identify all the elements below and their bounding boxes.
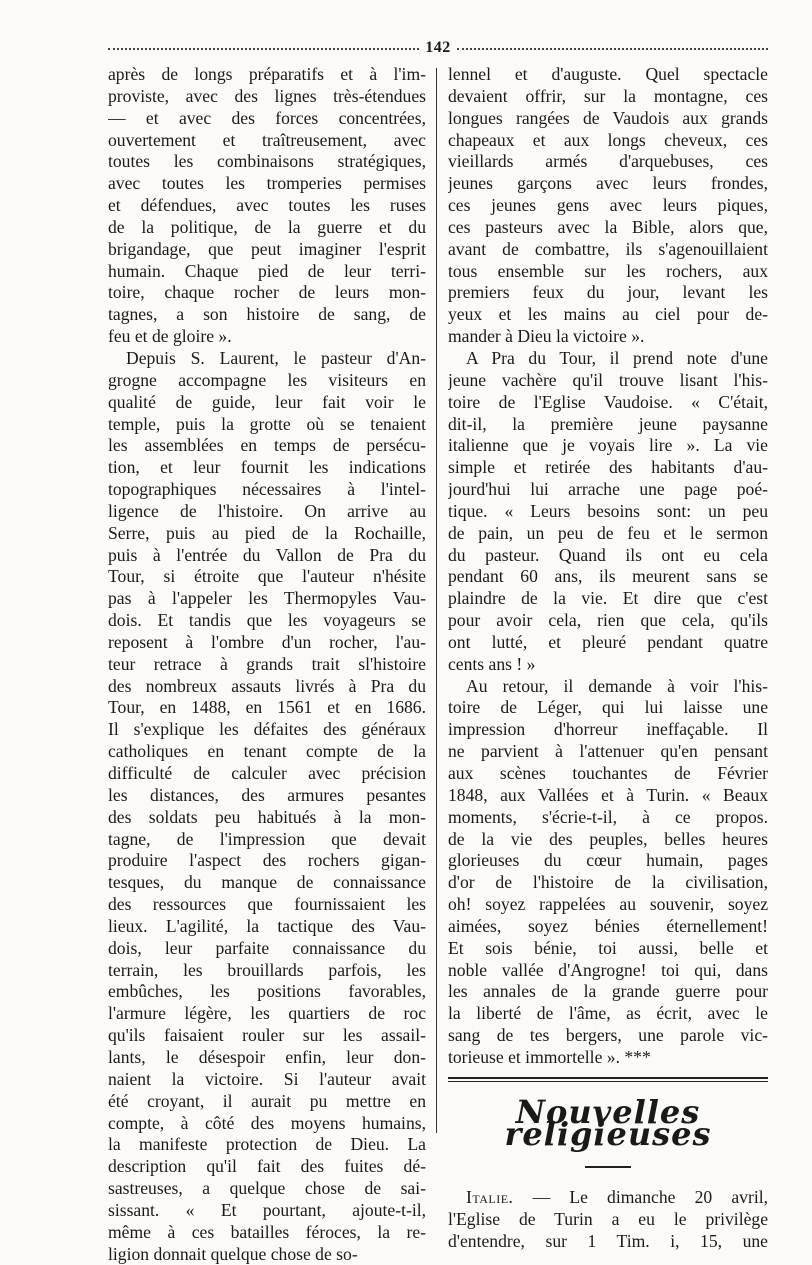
- text-line: puis à l'entrée du Vallon de Pra du: [108, 544, 426, 565]
- text-line: 1848, aux Vallées et à Turin. « Beaux: [448, 784, 768, 805]
- text-line: d'or de l'histoire de la civilisation,: [448, 872, 768, 893]
- right-column: [448, 64, 768, 1253]
- text-line: sang de tes bergers, une parole vic-: [448, 1025, 768, 1046]
- text-line: Tour, si étroite que l'auteur n'hésite: [108, 566, 426, 587]
- text-line: tous ensemble sur les rochers, aux: [448, 260, 768, 281]
- text-line: jeune vachère qu'il trouve lisant l'his-: [448, 369, 768, 390]
- text-line: ouvertement et traîtreusement, avec: [108, 129, 426, 150]
- text-line: difficulté de calculer avec précision: [108, 763, 426, 783]
- text-line: ligion donnait quelque chose de so-: [108, 1243, 358, 1264]
- section-line-2: d'entendre, sur 1 Tim. i, 15, une: [448, 1231, 768, 1252]
- text-line: proviste, avec des lignes très-étendues: [108, 85, 426, 106]
- text-line: Tour, en 1488, en 1561 et en 1686.: [108, 697, 426, 718]
- section-first-line: [448, 1187, 768, 1209]
- text-line: simple et retirée des habitants d'au-: [448, 457, 768, 478]
- text-line: tagne, de l'impression que devait: [108, 828, 426, 849]
- text-line: tique. « Leurs besoins sont: un peu: [448, 500, 768, 521]
- text-line: aux scènes touchantes de Février: [448, 763, 768, 783]
- section-line-0: — Le dimanche 20 avril,: [532, 1187, 768, 1208]
- text-line: toire de l'Eglise Vaudoise. « C'était,: [448, 391, 768, 412]
- text-line: italienne que je voyais lire ». La vie: [448, 435, 768, 456]
- text-line: la liberté de l'âme, as écrit, avec le: [448, 1003, 768, 1024]
- text-line: reposent à l'ombre d'un rocher, l'au-: [108, 631, 426, 652]
- page-header: [108, 36, 768, 60]
- text-line: des nombreux assauts livrés à Pra du: [108, 675, 426, 696]
- page-number: 142: [425, 39, 451, 56]
- text-line: de pain, un peu de feu et le sermon: [448, 522, 768, 543]
- text-line: pas à l'appeler les Thermopyles Vau-: [108, 588, 426, 609]
- text-line: qu'ils faisaient rouler sur les assail-: [108, 1025, 426, 1046]
- section-lead: Italie.: [466, 1187, 514, 1208]
- text-line: toire de Léger, qui lui laisse une: [448, 697, 768, 718]
- text-line: feu et de gloire ».: [108, 326, 232, 347]
- text-line: terrain, les brouillards parfois, les: [108, 959, 426, 980]
- text-line: du pasteur. Quand ils ont eu cela: [448, 544, 768, 565]
- section-title: Nouvelles religieuses: [504, 1092, 712, 1153]
- text-line: longues rangées de Vaudois aux grands: [448, 107, 768, 128]
- text-line: sissant. « Et pourtant, ajoute-t-il,: [108, 1199, 426, 1220]
- text-line: ces jeunes gens avec leurs piques,: [448, 195, 768, 216]
- text-line: ces pasteurs avec la Bible, alors que,: [448, 216, 768, 237]
- text-line: la manifeste protection de Dieu. La: [108, 1134, 426, 1155]
- text-line: ont lutté, et pleuré pendant quatre: [448, 631, 768, 652]
- text-line: dit-il, la première jeune paysanne: [448, 413, 768, 434]
- text-line: tesques, du manque de connaissance: [108, 872, 426, 893]
- text-line: Serre, puis au pied de la Rochaille,: [108, 522, 426, 543]
- text-line: même à ces batailles féroces, la re-: [108, 1221, 426, 1242]
- text-line: toire, chaque rocher de leurs mon-: [108, 282, 426, 303]
- text-line: tion, et leur fournit les indications: [108, 457, 426, 478]
- text-line: avant de combattre, ils s'agenouillaient: [448, 238, 768, 259]
- article-continuation: [448, 64, 768, 1069]
- text-line: chapeaux et aux longs cheveux, ces: [448, 129, 768, 150]
- text-line: les distances, des armures pesantes: [108, 784, 426, 805]
- text-line: naient la victoire. Si l'auteur avait: [108, 1068, 426, 1089]
- text-line: jourd'hui lui arrache une page poé-: [448, 479, 768, 500]
- text-line: produire l'aspect des rochers gigan-: [108, 850, 426, 871]
- text-line: après de longs préparatifs et à l'im-: [108, 64, 426, 84]
- text-line: devaient offrir, sur la montagne, ces: [448, 85, 768, 106]
- text-line: embûches, les positions favorables,: [108, 981, 426, 1002]
- text-line: Et sois bénie, toi aussi, belle et: [448, 937, 768, 958]
- text-line: plaindre de la vie. Et dire que c'est: [448, 588, 768, 609]
- text-line: pendant 60 ans, ils meurent sans se: [448, 566, 768, 587]
- text-line: Au retour, il demande à voir l'his-: [466, 675, 768, 696]
- text-line: ligence de l'histoire. On arrive au: [108, 500, 426, 521]
- text-line: tagnes, a son histoire de sang, de: [108, 304, 426, 325]
- text-line: et défendues, avec toutes les ruses: [108, 195, 426, 216]
- text-line: les annales de la grande guerre pour: [448, 981, 768, 1002]
- text-line: lieux. L'agilité, la tactique des Vau-: [108, 915, 426, 936]
- text-line: toutes les combinaisons stratégiques,: [108, 151, 426, 172]
- text-line: compte, à côté des moyens humains,: [108, 1112, 426, 1133]
- text-line: jeunes garçons avec leurs frondes,: [448, 173, 768, 194]
- text-line: moments, s'écrie-t-il, à ce propos.: [448, 806, 768, 827]
- text-line: qualité de guide, leur fait voir le: [108, 391, 426, 412]
- article-separator: [448, 1077, 768, 1082]
- text-line: de la politique, de la guerre et du: [108, 216, 426, 237]
- text-line: Depuis S. Laurent, le pasteur d'An-: [126, 347, 426, 368]
- text-line: l'armure légère, les quartiers de roc: [108, 1003, 426, 1024]
- header-rule-left: [108, 48, 419, 50]
- text-line: glorieuses du cœur humain, pages: [448, 850, 768, 871]
- text-line: yeux et les mains au ciel pour de-: [448, 304, 768, 325]
- text-line: vieillards armés d'arquebuses, ces: [448, 151, 768, 172]
- text-line: topographiques nécessaires à l'intel-: [108, 479, 426, 500]
- text-line: lants, le désespoir enfin, leur don-: [108, 1046, 426, 1067]
- text-line: pour avoir cela, rien que cela, qu'ils: [448, 610, 768, 631]
- text-line: oh! soyez rappelées au souvenir, soyez: [448, 894, 768, 915]
- text-line: sastreuses, a quelque chose de sai-: [108, 1178, 426, 1199]
- text-line: lennel et d'auguste. Quel spectacle: [448, 64, 768, 84]
- text-line: teur retrace à grands trait sl'histoire: [108, 653, 426, 674]
- text-line: cents ans ! »: [448, 653, 536, 674]
- text-line: aimées, soyez bénies éternellement!: [448, 915, 768, 936]
- text-line: Il s'explique les défaites des généraux: [108, 719, 426, 740]
- text-line: des soldats peu habitués à la mon-: [108, 806, 426, 827]
- title-dash: [448, 1152, 768, 1174]
- text-line: torieuse et immortelle ». ***: [448, 1046, 651, 1067]
- text-line: de la vie des peuples, belles heures: [448, 828, 768, 849]
- text-line: description qu'il fait des fuites dé-: [108, 1156, 426, 1177]
- text-line: impression d'horreur ineffaçable. Il: [448, 719, 768, 740]
- section-line-1: l'Eglise de Turin a eu le privilège: [448, 1209, 768, 1230]
- text-line: humain. Chaque pied de leur terri-: [108, 260, 426, 281]
- text-line: les assemblées en temps de persécu-: [108, 435, 426, 456]
- text-line: grogne accompagne les visiteurs en: [108, 369, 426, 390]
- text-line: brigandage, que peut imaginer l'esprit: [108, 238, 426, 259]
- text-line: noble vallée d'Angrogne! toi qui, dans: [448, 959, 768, 980]
- text-line: dois, leur parfaite connaissance du: [108, 937, 426, 958]
- text-line: ne parvient à l'attenuer qu'en pensant: [448, 741, 768, 762]
- text-line: été croyant, il aurait pu mettre en: [108, 1090, 426, 1111]
- header-rule-right: [457, 48, 768, 50]
- section-body: [448, 1187, 768, 1253]
- text-line: premiers feux du jour, levant les: [448, 282, 768, 303]
- text-line: A Pra du Tour, il prend note d'une: [466, 347, 768, 368]
- text-line: avec toutes les tromperies permises: [108, 173, 426, 194]
- text-line: dois. Et tandis que les voyageurs se: [108, 610, 426, 631]
- text-line: temple, puis la grotte où se tenaient: [108, 413, 426, 434]
- column-divider: [436, 68, 437, 1133]
- text-line: catholiques en tenant compte de la: [108, 741, 426, 762]
- left-column: [108, 64, 426, 1265]
- text-line: — et avec des forces concentrées,: [108, 107, 426, 128]
- text-line: des ressources que fournissaient les: [108, 894, 426, 915]
- text-line: mander à Dieu la victoire ».: [448, 326, 645, 347]
